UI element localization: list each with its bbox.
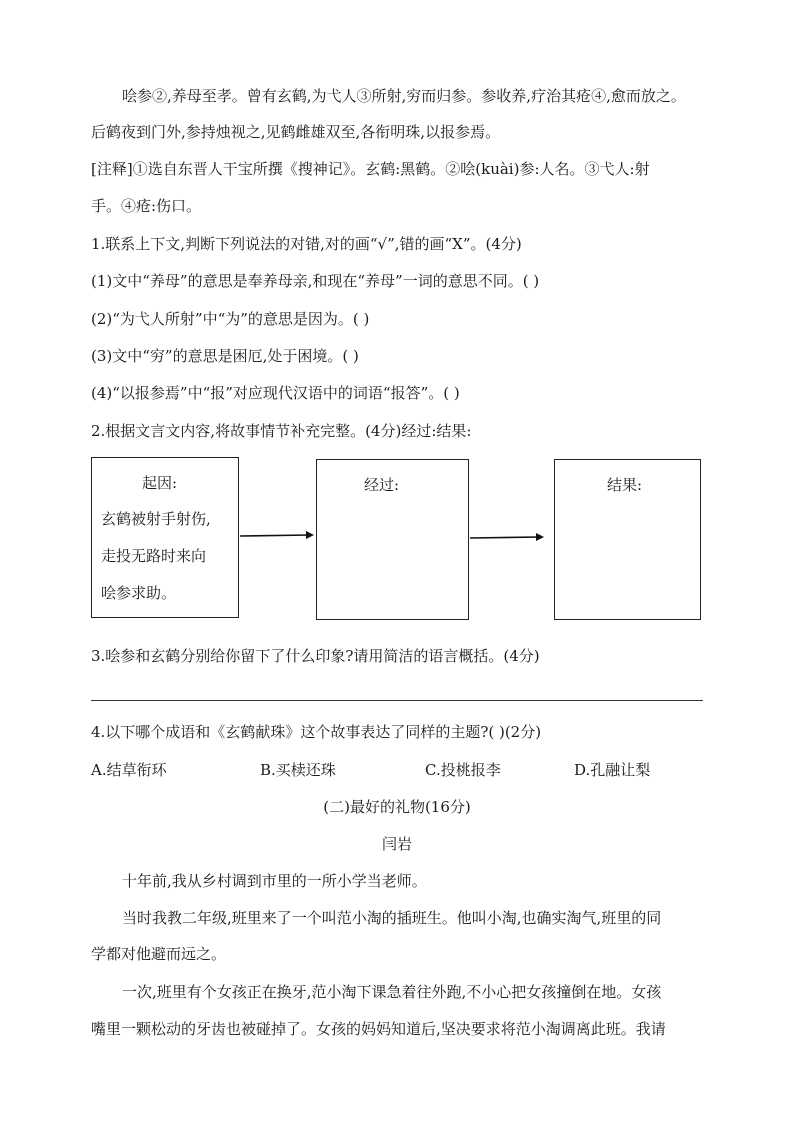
question-stem: 1.联系上下文,判断下列说法的对错,对的画“√”,错的画“X”。(4分) (91, 235, 522, 253)
paragraph-line: 当时我教二年级,班里来了一个叫范小淘的插班生。他叫小淘,也确实淘气,班里的同 (122, 909, 662, 927)
cause-title: 起因: (142, 474, 178, 492)
arrow-icon (240, 528, 320, 544)
author: 闫岩 (381, 835, 412, 853)
cause-text: 走投无路时来向 (101, 547, 207, 565)
passage-line: 后鹤夜到门外,参持烛视之,见鹤雌雄双至,各衔明珠,以报参焉。 (91, 123, 501, 141)
judgment-item: (2)“为弋人所射”中“为”的意思是因为。( ) (91, 310, 370, 328)
cause-text: 玄鹤被射手射伤, (101, 510, 211, 528)
option-c: C.投桃报李 (425, 761, 501, 779)
judgment-item: (3)文中“穷”的意思是困厄,处于困境。( ) (91, 347, 359, 365)
question-stem: 2.根据文言文内容,将故事情节补充完整。(4分)经过:结果: (91, 422, 472, 440)
cause-box (91, 457, 239, 618)
question-stem: 3.哙参和玄鹤分别给你留下了什么印象?请用简洁的语言概括。(4分) (91, 647, 540, 665)
cause-text: 哙参求助。 (101, 584, 177, 602)
annotation-line: 手。④疮:伤口。 (91, 197, 202, 215)
result-box[interactable] (554, 459, 701, 620)
process-title: 经过: (364, 476, 400, 494)
result-title: 结果: (607, 476, 643, 494)
arrow-icon (470, 530, 550, 546)
option-a: A.结草衔环 (91, 761, 167, 779)
question-stem: 4.以下哪个成语和《玄鹤献珠》这个故事表达了同样的主题?( )(2分) (91, 723, 542, 741)
option-d: D.孔融让梨 (574, 761, 651, 779)
answer-line[interactable] (91, 700, 703, 701)
judgment-item: (4)“以报参焉”中“报”对应现代汉语中的词语“报答”。( ) (91, 384, 460, 402)
paragraph-line: 嘴里一颗松动的牙齿也被碰掉了。女孩的妈妈知道后,坚决要求将范小淘调离此班。我请 (91, 1020, 666, 1038)
process-box[interactable] (316, 459, 469, 620)
paragraph-line: 学都对他避而远之。 (91, 945, 227, 963)
option-b: B.买椟还珠 (260, 761, 336, 779)
annotation-line: [注释]①选自东晋人干宝所撰《搜神记》。玄鹤:黑鹤。②哙(kuài)参:人名。③弋人:射 (91, 160, 650, 178)
paragraph-line: 一次,班里有个女孩正在换牙,范小淘下课急着往外跑,不小心把女孩撞倒在地。女孩 (122, 983, 662, 1001)
section-title: (二)最好的礼物(16分) (323, 798, 471, 816)
paragraph-line: 十年前,我从乡村调到市里的一所小学当老师。 (122, 872, 427, 890)
judgment-item: (1)文中“养母”的意思是奉养母亲,和现在“养母”一词的意思不同。( ) (91, 272, 540, 290)
passage-line: 哙参②,养母至孝。曾有玄鹤,为弋人③所射,穷而归参。参收养,疗治其疮④,愈而放之。 (122, 87, 686, 105)
